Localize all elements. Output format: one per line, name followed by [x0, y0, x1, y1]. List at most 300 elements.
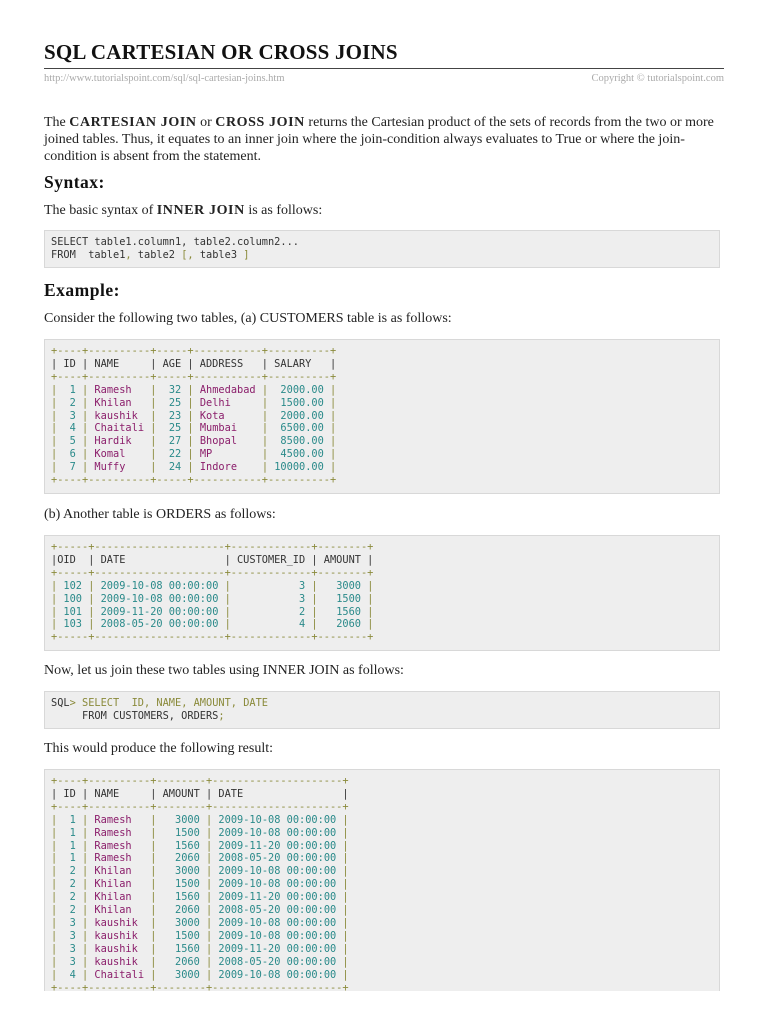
table-cell: 1500 — [156, 826, 207, 839]
orders-table-block — [44, 535, 720, 651]
intro-term-cartesian: CARTESIAN JOIN — [69, 115, 197, 130]
cell-separator: | — [311, 618, 318, 631]
table-cell: 3000 — [156, 916, 207, 929]
table-row — [51, 827, 349, 839]
code-line: SQL — [51, 697, 70, 709]
cell-separator: | — [206, 839, 213, 852]
table-cell: 101 — [57, 605, 89, 618]
cell-separator: | — [150, 422, 157, 435]
table-cell: 25 — [156, 422, 188, 435]
table-cell: 1500 — [317, 592, 368, 605]
table-cell: 2009-10-08 00:00:00 — [212, 813, 343, 826]
cell-separator: | — [150, 929, 157, 942]
cell-separator: | — [51, 605, 58, 618]
cell-separator: | — [51, 422, 58, 435]
orders-intro: (b) Another table is ORDERS as follows: — [44, 507, 276, 522]
table-cell: 1 — [57, 839, 83, 852]
table-cell: 1500.00 — [268, 396, 331, 409]
cell-separator: | — [367, 592, 374, 605]
table-cell: Kota — [193, 409, 262, 422]
cell-separator: | — [150, 942, 157, 955]
cell-separator: | — [206, 891, 213, 904]
table-cell: 2060 — [317, 618, 368, 631]
table-cell: 2008-05-20 00:00:00 — [212, 904, 343, 917]
cell-separator: | — [206, 826, 213, 839]
intro-term-cross: CROSS JOIN — [215, 115, 305, 130]
table-cell: Khilan — [88, 891, 151, 904]
join-code — [51, 697, 713, 723]
table-cell: 27 — [156, 435, 188, 448]
table-cell: Ramesh — [88, 852, 151, 865]
table-cell: 1 — [57, 826, 83, 839]
cell-separator: | — [82, 383, 89, 396]
table-cell: 2000.00 — [268, 383, 331, 396]
table-row — [51, 397, 336, 409]
cell-separator: | — [150, 904, 157, 917]
table-cell: Khilan — [88, 396, 151, 409]
cell-separator: | — [261, 435, 269, 448]
code-line: table2 — [131, 248, 182, 261]
table-cell: 2 — [57, 865, 83, 878]
cell-separator: | — [88, 618, 95, 631]
cell-separator: | — [82, 968, 89, 981]
cell-separator: | — [51, 968, 58, 981]
table-cell: 2060 — [156, 852, 207, 865]
cell-separator: | — [342, 942, 349, 955]
table-border: +----+----------+--------+---------------------+ — [51, 800, 349, 813]
table-row — [51, 435, 336, 447]
cell-separator: | — [150, 891, 157, 904]
table-row — [51, 891, 349, 903]
table-cell: 8500.00 — [268, 435, 331, 448]
cell-separator: | — [82, 409, 89, 422]
table-cell: 1 — [57, 813, 83, 826]
cell-separator: | — [206, 878, 213, 891]
table-cell: 1500 — [156, 929, 207, 942]
table-cell: 3 — [57, 929, 83, 942]
table-cell: 4 — [230, 618, 312, 631]
table-cell: 4 — [57, 968, 83, 981]
cell-separator: | — [224, 618, 231, 631]
table-cell: 3000 — [156, 813, 207, 826]
table-cell: Khilan — [88, 865, 151, 878]
table-header: |OID | DATE | CUSTOMER_ID | AMOUNT | — [51, 553, 374, 566]
cell-separator: | — [82, 422, 89, 435]
code-punct: ; — [218, 709, 225, 722]
table-border: +----+----------+-----+-----------+----------+ — [51, 345, 337, 357]
table-border: +----+----------+--------+---------------------+ — [51, 775, 349, 787]
table-cell: 3 — [230, 579, 312, 592]
table-row — [51, 593, 373, 605]
cell-separator: | — [330, 435, 337, 448]
cell-separator: | — [224, 605, 231, 618]
table-cell: 100 — [57, 592, 89, 605]
cell-separator: | — [206, 929, 213, 942]
table-cell: kaushik — [88, 955, 151, 968]
cell-separator: | — [82, 891, 89, 904]
table-row — [51, 930, 349, 942]
join-intro: Now, let us join these two tables using INNER JOIN as follows: — [44, 663, 404, 678]
table-cell: 1560 — [156, 891, 207, 904]
table-cell: 2 — [57, 396, 83, 409]
intro-text: returns the Cartesian product of the sets of records from the two or more joined tables. Thus, it equates to an inner join where the join-condition always evaluates to True or where the join-condition is absent from the statement. — [44, 115, 714, 164]
cell-separator: | — [206, 942, 213, 955]
table-row — [51, 943, 349, 955]
cell-separator: | — [206, 813, 213, 826]
table-cell: 1560 — [317, 605, 368, 618]
cell-separator: | — [88, 592, 95, 605]
cell-separator: | — [51, 383, 58, 396]
table-cell: Ramesh — [88, 839, 151, 852]
cell-separator: | — [150, 448, 157, 461]
table-cell: Khilan — [88, 878, 151, 891]
cell-separator: | — [261, 422, 269, 435]
table-cell: 3 — [57, 409, 83, 422]
table-cell: 1560 — [156, 839, 207, 852]
table-cell: 3 — [57, 955, 83, 968]
cell-separator: | — [51, 826, 58, 839]
table-cell: 2000.00 — [268, 409, 331, 422]
cell-separator: | — [51, 891, 58, 904]
table-cell: 4 — [57, 422, 83, 435]
cell-separator: | — [187, 448, 194, 461]
table-cell: 32 — [156, 383, 188, 396]
cell-separator: | — [51, 448, 58, 461]
cell-separator: | — [150, 916, 157, 929]
table-cell: 2009-10-08 00:00:00 — [94, 592, 225, 605]
cell-separator: | — [51, 904, 58, 917]
table-row — [51, 422, 336, 434]
table-row — [51, 606, 373, 618]
orders-table — [51, 541, 713, 644]
table-cell: 5 — [57, 435, 83, 448]
table-row — [51, 878, 349, 890]
cell-separator: | — [150, 409, 157, 422]
table-cell: 7 — [57, 461, 83, 474]
code-punct: ] — [243, 248, 250, 261]
table-cell: kaushik — [88, 942, 151, 955]
cell-separator: | — [261, 461, 269, 474]
table-header: | ID | NAME | AGE | ADDRESS | SALARY | — [51, 357, 337, 370]
code-line: FROM table1 — [51, 248, 126, 261]
customers-table-block — [44, 339, 720, 494]
cell-separator: | — [88, 579, 95, 592]
table-cell: 2009-11-20 00:00:00 — [212, 942, 343, 955]
table-cell: 1 — [57, 383, 83, 396]
cell-separator: | — [150, 461, 157, 474]
cell-separator: | — [82, 435, 89, 448]
cell-separator: | — [330, 461, 337, 474]
cell-separator: | — [51, 916, 58, 929]
table-cell: Chaitali — [88, 422, 151, 435]
cell-separator: | — [311, 579, 318, 592]
table-cell: Bhopal — [193, 435, 262, 448]
cell-separator: | — [311, 592, 318, 605]
table-cell: 2009-10-08 00:00:00 — [212, 865, 343, 878]
join-code-block — [44, 691, 720, 729]
table-cell: Mumbai — [193, 422, 262, 435]
table-cell: 4500.00 — [268, 448, 331, 461]
cell-separator: | — [82, 929, 89, 942]
table-cell: Hardik — [88, 435, 151, 448]
cell-separator: | — [150, 865, 157, 878]
cell-separator: | — [150, 396, 157, 409]
cell-separator: | — [187, 461, 194, 474]
table-cell: 2 — [57, 904, 83, 917]
cell-separator: | — [82, 904, 89, 917]
cell-separator: | — [261, 448, 269, 461]
table-cell: 6 — [57, 448, 83, 461]
table-cell: 1500 — [156, 878, 207, 891]
cell-separator: | — [51, 813, 58, 826]
cell-separator: | — [206, 968, 213, 981]
table-border: +-----+---------------------+-------------+--------+ — [51, 631, 374, 644]
cell-separator: | — [82, 878, 89, 891]
table-cell: 10000.00 — [268, 461, 331, 474]
cell-separator: | — [82, 916, 89, 929]
table-cell: 2009-10-08 00:00:00 — [212, 916, 343, 929]
cell-separator: | — [342, 865, 349, 878]
table-cell: Delhi — [193, 396, 262, 409]
cell-separator: | — [261, 383, 269, 396]
example-heading: Example: — [44, 280, 120, 300]
table-cell: 2 — [57, 878, 83, 891]
cell-separator: | — [82, 955, 89, 968]
table-row — [51, 865, 349, 877]
cell-separator: | — [342, 929, 349, 942]
intro-paragraph — [44, 114, 724, 165]
table-cell: Ramesh — [88, 383, 151, 396]
cell-separator: | — [342, 891, 349, 904]
cell-separator: | — [88, 605, 95, 618]
cell-separator: | — [330, 383, 337, 396]
cell-separator: | — [82, 865, 89, 878]
page-title: SQL CARTESIAN OR CROSS JOINS — [44, 40, 398, 64]
cell-separator: | — [367, 579, 374, 592]
table-cell: 1560 — [156, 942, 207, 955]
code-line: table3 — [193, 248, 244, 261]
table-cell: 6500.00 — [268, 422, 331, 435]
table-cell: 1 — [57, 852, 83, 865]
cell-separator: | — [150, 955, 157, 968]
cell-separator: | — [342, 813, 349, 826]
cell-separator: | — [82, 852, 89, 865]
cell-separator: | — [342, 955, 349, 968]
cell-separator: | — [150, 839, 157, 852]
table-cell: 3 — [230, 592, 312, 605]
code-punct: , — [125, 248, 132, 261]
table-row — [51, 917, 349, 929]
cell-separator: | — [150, 826, 157, 839]
cell-separator: | — [51, 955, 58, 968]
result-table-block — [44, 769, 720, 991]
table-cell: 3000 — [156, 865, 207, 878]
table-cell: 2009-10-08 00:00:00 — [212, 968, 343, 981]
cell-separator: | — [342, 852, 349, 865]
cell-separator: | — [311, 605, 318, 618]
cell-separator: | — [150, 878, 157, 891]
table-cell: 102 — [57, 579, 89, 592]
cell-separator: | — [51, 865, 58, 878]
cell-separator: | — [51, 579, 58, 592]
table-row — [51, 904, 349, 916]
cell-separator: | — [206, 955, 213, 968]
cell-separator: | — [51, 942, 58, 955]
cell-separator: | — [342, 968, 349, 981]
cell-separator: | — [82, 813, 89, 826]
cell-separator: | — [342, 916, 349, 929]
cell-separator: | — [342, 826, 349, 839]
cell-separator: | — [261, 409, 269, 422]
table-row — [51, 840, 349, 852]
table-cell: 3 — [57, 942, 83, 955]
cell-separator: | — [342, 904, 349, 917]
table-row — [51, 410, 336, 422]
cell-separator: | — [187, 383, 194, 396]
cell-separator: | — [51, 929, 58, 942]
cell-separator: | — [82, 448, 89, 461]
cell-separator: | — [330, 409, 337, 422]
table-row — [51, 814, 349, 826]
cell-separator: | — [82, 461, 89, 474]
cell-separator: | — [206, 916, 213, 929]
table-cell: 2009-11-20 00:00:00 — [94, 605, 225, 618]
table-cell: 25 — [156, 396, 188, 409]
syntax-description — [44, 202, 724, 219]
cell-separator: | — [51, 396, 58, 409]
cell-separator: | — [51, 592, 58, 605]
source-url[interactable]: http://www.tutorialspoint.com/sql/sql-cartesian-joins.htm — [44, 73, 285, 84]
cell-separator: | — [51, 618, 58, 631]
cell-separator: | — [206, 852, 213, 865]
cell-separator: | — [150, 852, 157, 865]
cell-separator: | — [224, 592, 231, 605]
table-row — [51, 580, 373, 592]
table-cell: Komal — [88, 448, 151, 461]
cell-separator: | — [187, 396, 194, 409]
table-cell: kaushik — [88, 929, 151, 942]
table-cell: 2 — [230, 605, 312, 618]
table-header: | ID | NAME | AMOUNT | DATE | — [51, 787, 349, 800]
table-cell: MP — [193, 448, 262, 461]
table-cell: 3000 — [156, 968, 207, 981]
table-cell: 103 — [57, 618, 89, 631]
cell-separator: | — [51, 435, 58, 448]
table-cell: 2009-10-08 00:00:00 — [212, 929, 343, 942]
cell-separator: | — [51, 461, 58, 474]
table-cell: 2008-05-20 00:00:00 — [212, 852, 343, 865]
code-punct: [, — [181, 248, 194, 261]
intro-text: or — [196, 115, 216, 130]
cell-separator: | — [187, 409, 194, 422]
code-line: > SELECT ID, NAME, AMOUNT, DATE — [69, 697, 268, 709]
table-cell: 2060 — [156, 955, 207, 968]
table-border: +----+----------+-----+-----------+----------+ — [51, 370, 337, 383]
table-row — [51, 956, 349, 968]
cell-separator: | — [82, 942, 89, 955]
table-cell: 3 — [57, 916, 83, 929]
table-row — [51, 618, 373, 630]
table-border: +-----+---------------------+-------------+--------+ — [51, 566, 374, 579]
table-cell: 2009-11-20 00:00:00 — [212, 839, 343, 852]
cell-separator: | — [330, 396, 337, 409]
table-cell: 24 — [156, 461, 188, 474]
table-cell: 2 — [57, 891, 83, 904]
cell-separator: | — [367, 618, 374, 631]
code-line: FROM CUSTOMERS, ORDERS — [51, 709, 219, 722]
table-cell: 2060 — [156, 904, 207, 917]
cell-separator: | — [51, 878, 58, 891]
table-cell: Ahmedabad — [193, 383, 262, 396]
table-cell: Ramesh — [88, 813, 151, 826]
cell-separator: | — [51, 839, 58, 852]
table-border: +----+----------+--------+---------------------+ — [51, 981, 349, 991]
table-cell: kaushik — [88, 916, 151, 929]
cell-separator: | — [150, 813, 157, 826]
code-line: SELECT table1.column1, table2.column2... — [51, 236, 299, 248]
cell-separator: | — [342, 839, 349, 852]
table-cell: 2009-10-08 00:00:00 — [94, 579, 225, 592]
result-intro: This would produce the following result: — [44, 741, 274, 756]
intro-text: The — [44, 115, 70, 130]
table-row — [51, 461, 336, 473]
table-border: +-----+---------------------+-------------+--------+ — [51, 541, 374, 553]
table-cell: 2008-05-20 00:00:00 — [212, 955, 343, 968]
table-cell: 22 — [156, 448, 188, 461]
result-table — [51, 775, 713, 991]
syntax-term: INNER JOIN — [156, 203, 245, 218]
table-cell: Indore — [193, 461, 262, 474]
cell-separator: | — [187, 422, 194, 435]
table-row — [51, 448, 336, 460]
table-row — [51, 969, 349, 981]
customers-intro: Consider the following two tables, (a) CUSTOMERS table is as follows: — [44, 311, 452, 326]
table-cell: 2009-11-20 00:00:00 — [212, 891, 343, 904]
cell-separator: | — [224, 579, 231, 592]
table-cell: Ramesh — [88, 826, 151, 839]
table-cell: Muffy — [88, 461, 151, 474]
table-cell: Khilan — [88, 904, 151, 917]
cell-separator: | — [82, 396, 89, 409]
title-rule — [44, 68, 724, 69]
cell-separator: | — [206, 904, 213, 917]
table-cell: 3000 — [317, 579, 368, 592]
table-cell: Chaitali — [88, 968, 151, 981]
cell-separator: | — [82, 839, 89, 852]
cell-separator: | — [342, 878, 349, 891]
cell-separator: | — [330, 422, 337, 435]
cell-separator: | — [261, 396, 269, 409]
table-cell: 2008-05-20 00:00:00 — [94, 618, 225, 631]
syntax-code — [51, 236, 713, 262]
syntax-code-block — [44, 230, 720, 268]
customers-table — [51, 345, 713, 487]
cell-separator: | — [150, 383, 157, 396]
table-cell: 2009-10-08 00:00:00 — [212, 826, 343, 839]
copyright-notice: Copyright © tutorialspoint.com — [591, 73, 724, 84]
table-border: +----+----------+-----+-----------+----------+ — [51, 474, 337, 487]
table-cell: 2009-10-08 00:00:00 — [212, 878, 343, 891]
table-cell: kaushik — [88, 409, 151, 422]
table-row — [51, 852, 349, 864]
cell-separator: | — [51, 409, 58, 422]
syntax-text: is as follows: — [244, 203, 323, 218]
cell-separator: | — [82, 826, 89, 839]
cell-separator: | — [206, 865, 213, 878]
cell-separator: | — [150, 968, 157, 981]
cell-separator: | — [150, 435, 157, 448]
cell-separator: | — [330, 448, 337, 461]
